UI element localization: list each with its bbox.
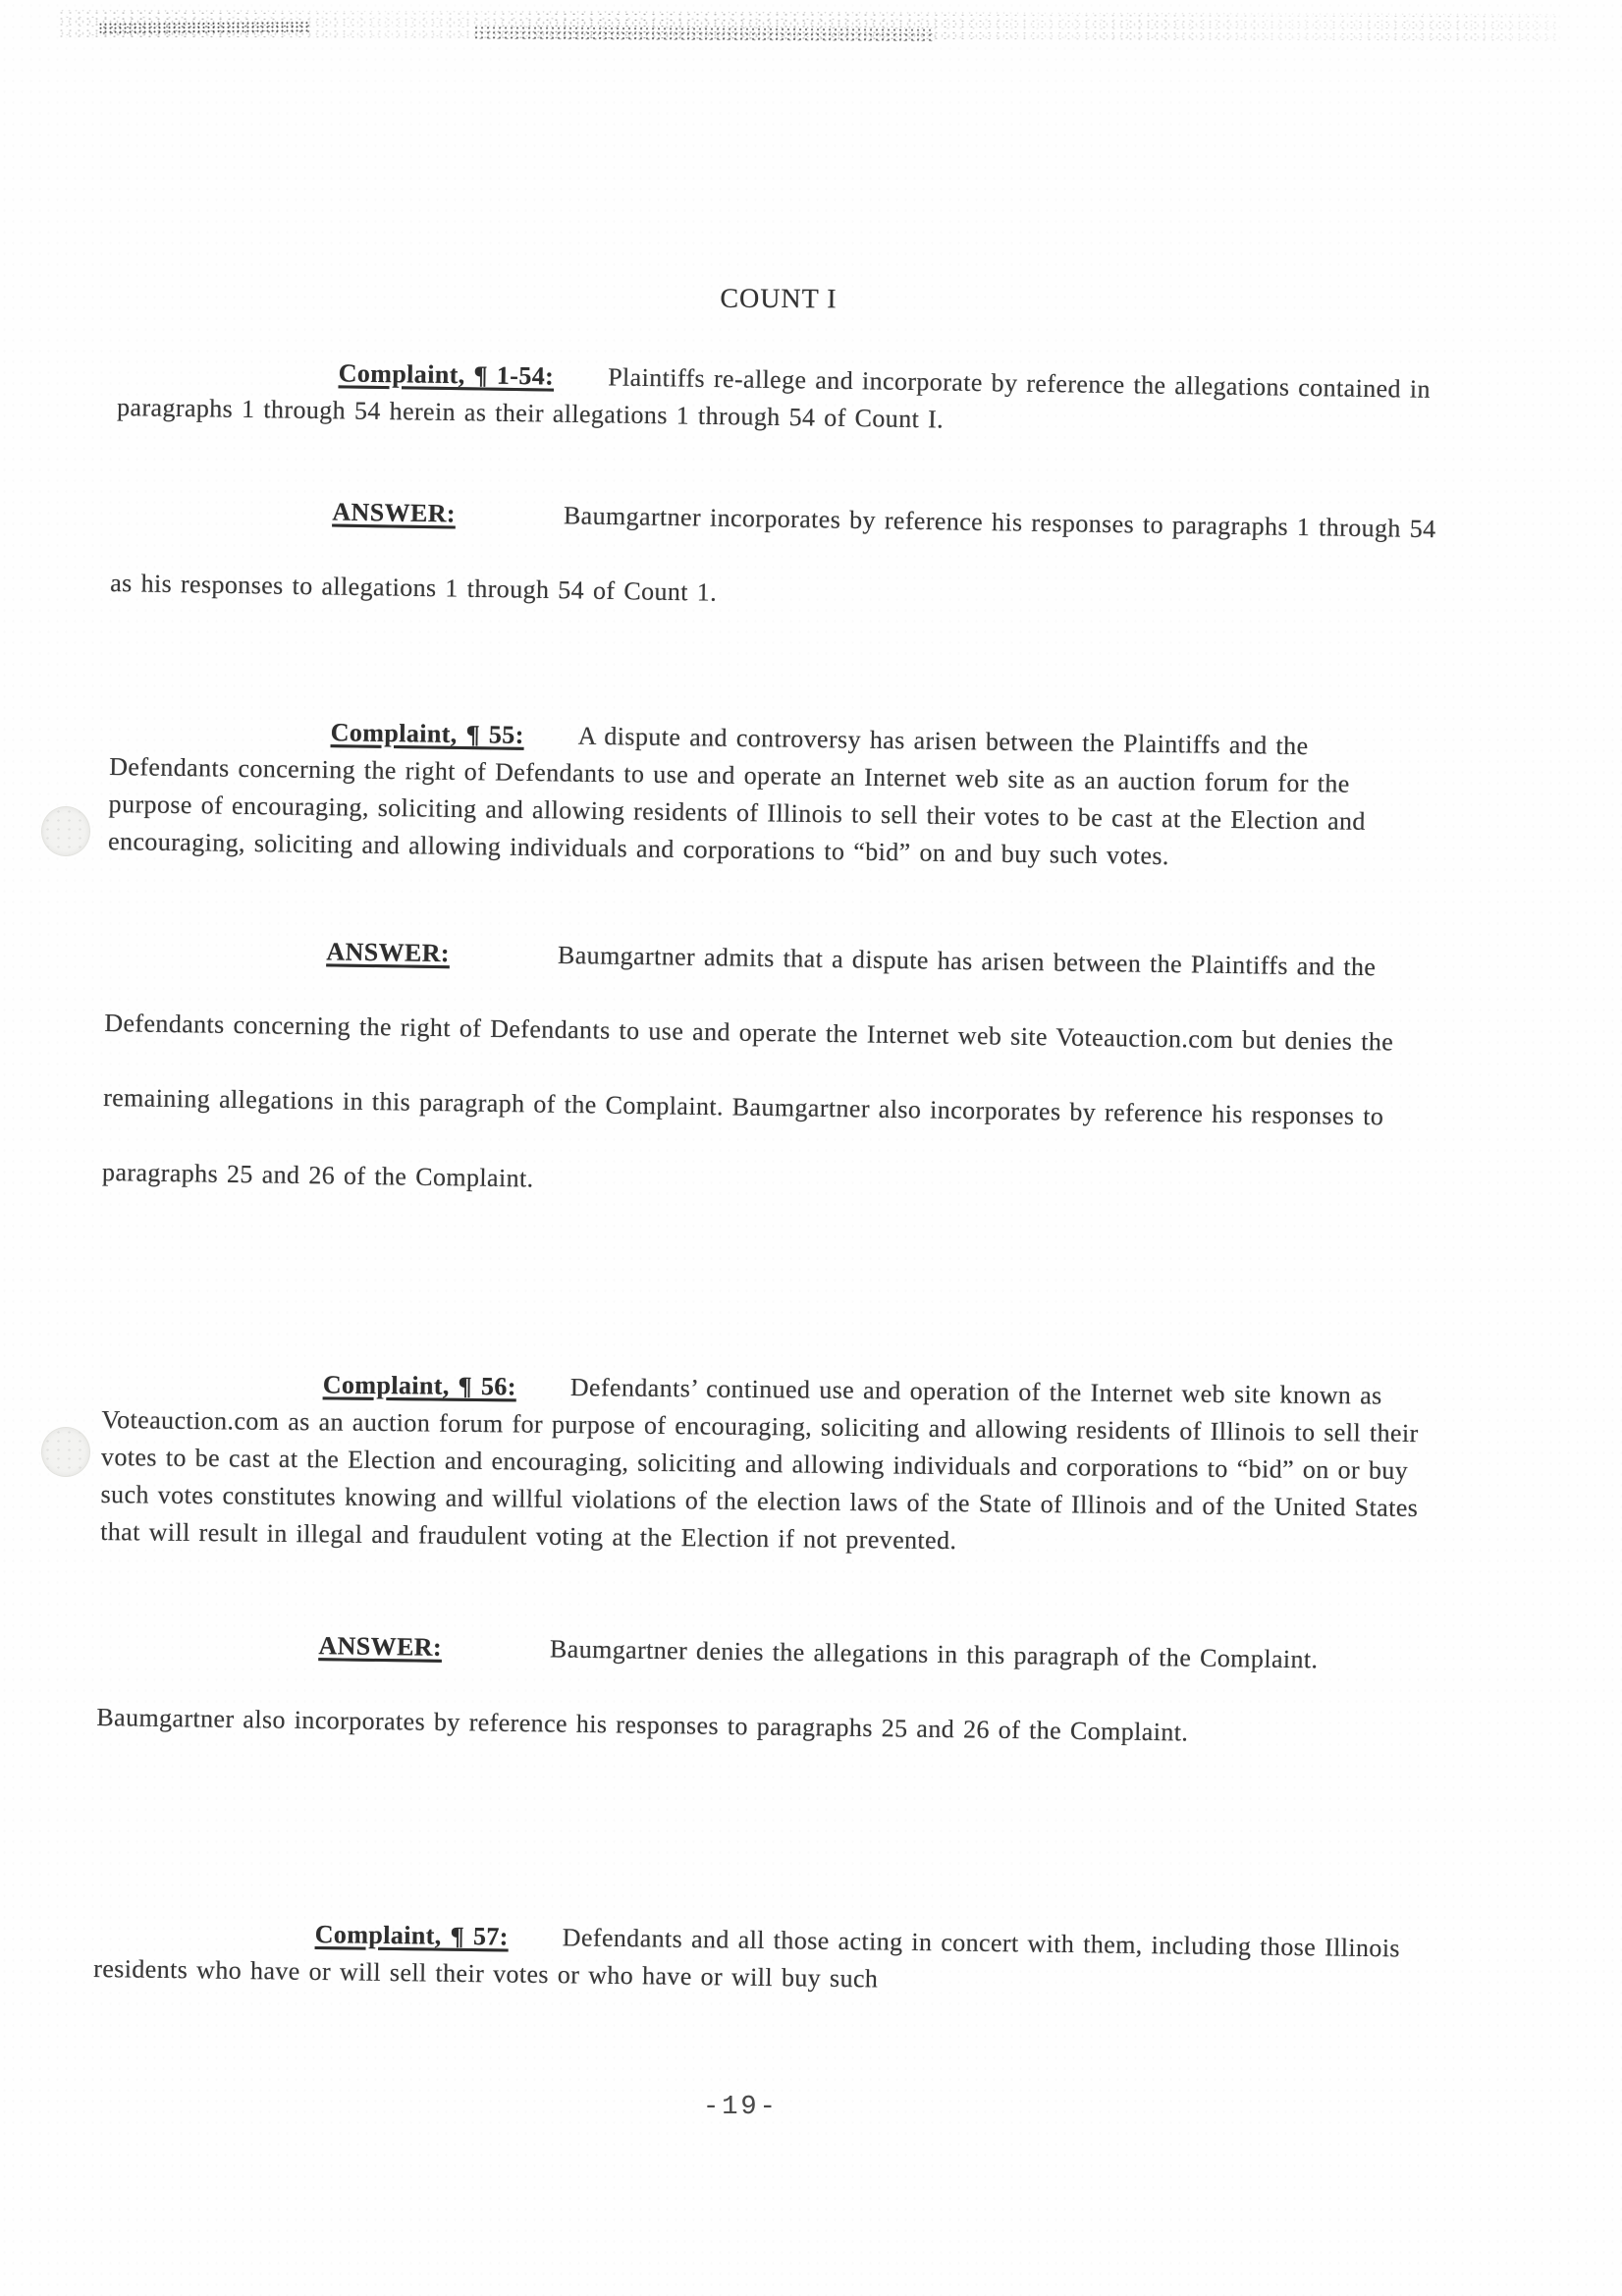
scanner-noise-cluster-middle [473, 26, 935, 41]
section-answer-56 [96, 1606, 1426, 1774]
answer-56-heading: ANSWER: [318, 1631, 443, 1662]
complaint-1-54-heading: Complaint, ¶ 1-54: [338, 358, 555, 391]
complaint-56-heading: Complaint, ¶ 56: [322, 1370, 516, 1401]
hole-punch-top [41, 806, 90, 856]
answer-1-body: Baumgartner incorporates by reference his responses to paragraphs 1 through 54 as his responses to allegations 1 through 54 of Count 1. [109, 501, 1436, 607]
scanner-noise-cluster-left [98, 21, 309, 35]
complaint-57-body: Defendants and all those acting in concert with them, including those Illinois residents who have or will sell their votes or who have or will buy such [93, 1923, 1401, 1994]
section-complaint-55 [108, 711, 1437, 879]
page-number: -19- [703, 2093, 779, 2122]
answer-55-body: Baumgartner admits that a dispute has arisen between the Plaintiffs and the Defendants concerning the right of Defendants to use and operate the Internet web site Voteauction.com but denies the remaining allegations in this paragraph of the Complaint. Baumgartner also incorporates by reference his responses to paragraphs 25 and 26 of the Complaint. [101, 940, 1394, 1193]
section-complaint-56 [100, 1364, 1430, 1564]
answer-55-heading: ANSWER: [326, 937, 451, 968]
count-heading: COUNT I [720, 283, 838, 315]
complaint-57-heading: Complaint, ¶ 57: [314, 1919, 509, 1951]
section-answer-1 [110, 471, 1439, 641]
complaint-56-body: Defendants’ continued use and operation of the Internet web site known as Voteauction.com as an auction forum for purpose of encouraging, soliciting and allowing residents of Illinois to sell their votes to be cast at the Election and encouraging, soliciting and allowing individuals and corporations to “bid” on or buy such votes constitutes knowing and willful violations of the election laws of the State of Illinois and of the United States that will result in illegal and fraudulent voting at the Election if not prevented. [100, 1372, 1419, 1556]
hole-punch-bottom [41, 1427, 90, 1477]
complaint-1-54-body: Plaintiffs re-allege and incorporate by reference the allegations contained in paragraphs 1 through 54 herein as their allegations 1 through 54 of Count I. [116, 362, 1432, 434]
answer-56-body: Baumgartner denies the allegations in this paragraph of the Complaint. Baumgartner also incorporates by reference his responses to paragraphs 25 and 26 of the Complaint. [96, 1634, 1319, 1747]
complaint-55-body: A dispute and controversy has arisen between the Plaintiffs and the Defendants concerning the right of Defendants to use and operate an Internet web site as an auction forum for the purpose of encouraging, soliciting and allowing residents of Illinois to sell their votes to be cast at the Election and encouraging, soliciting and allowing individuals and corporations to “bid” on and buy such votes. [107, 721, 1367, 871]
section-complaint-57 [93, 1913, 1422, 2005]
section-complaint-1-54 [117, 352, 1445, 446]
complaint-55-heading: Complaint, ¶ 55: [330, 718, 524, 749]
answer-1-heading: ANSWER: [332, 497, 457, 528]
section-answer-55 [101, 911, 1433, 1230]
